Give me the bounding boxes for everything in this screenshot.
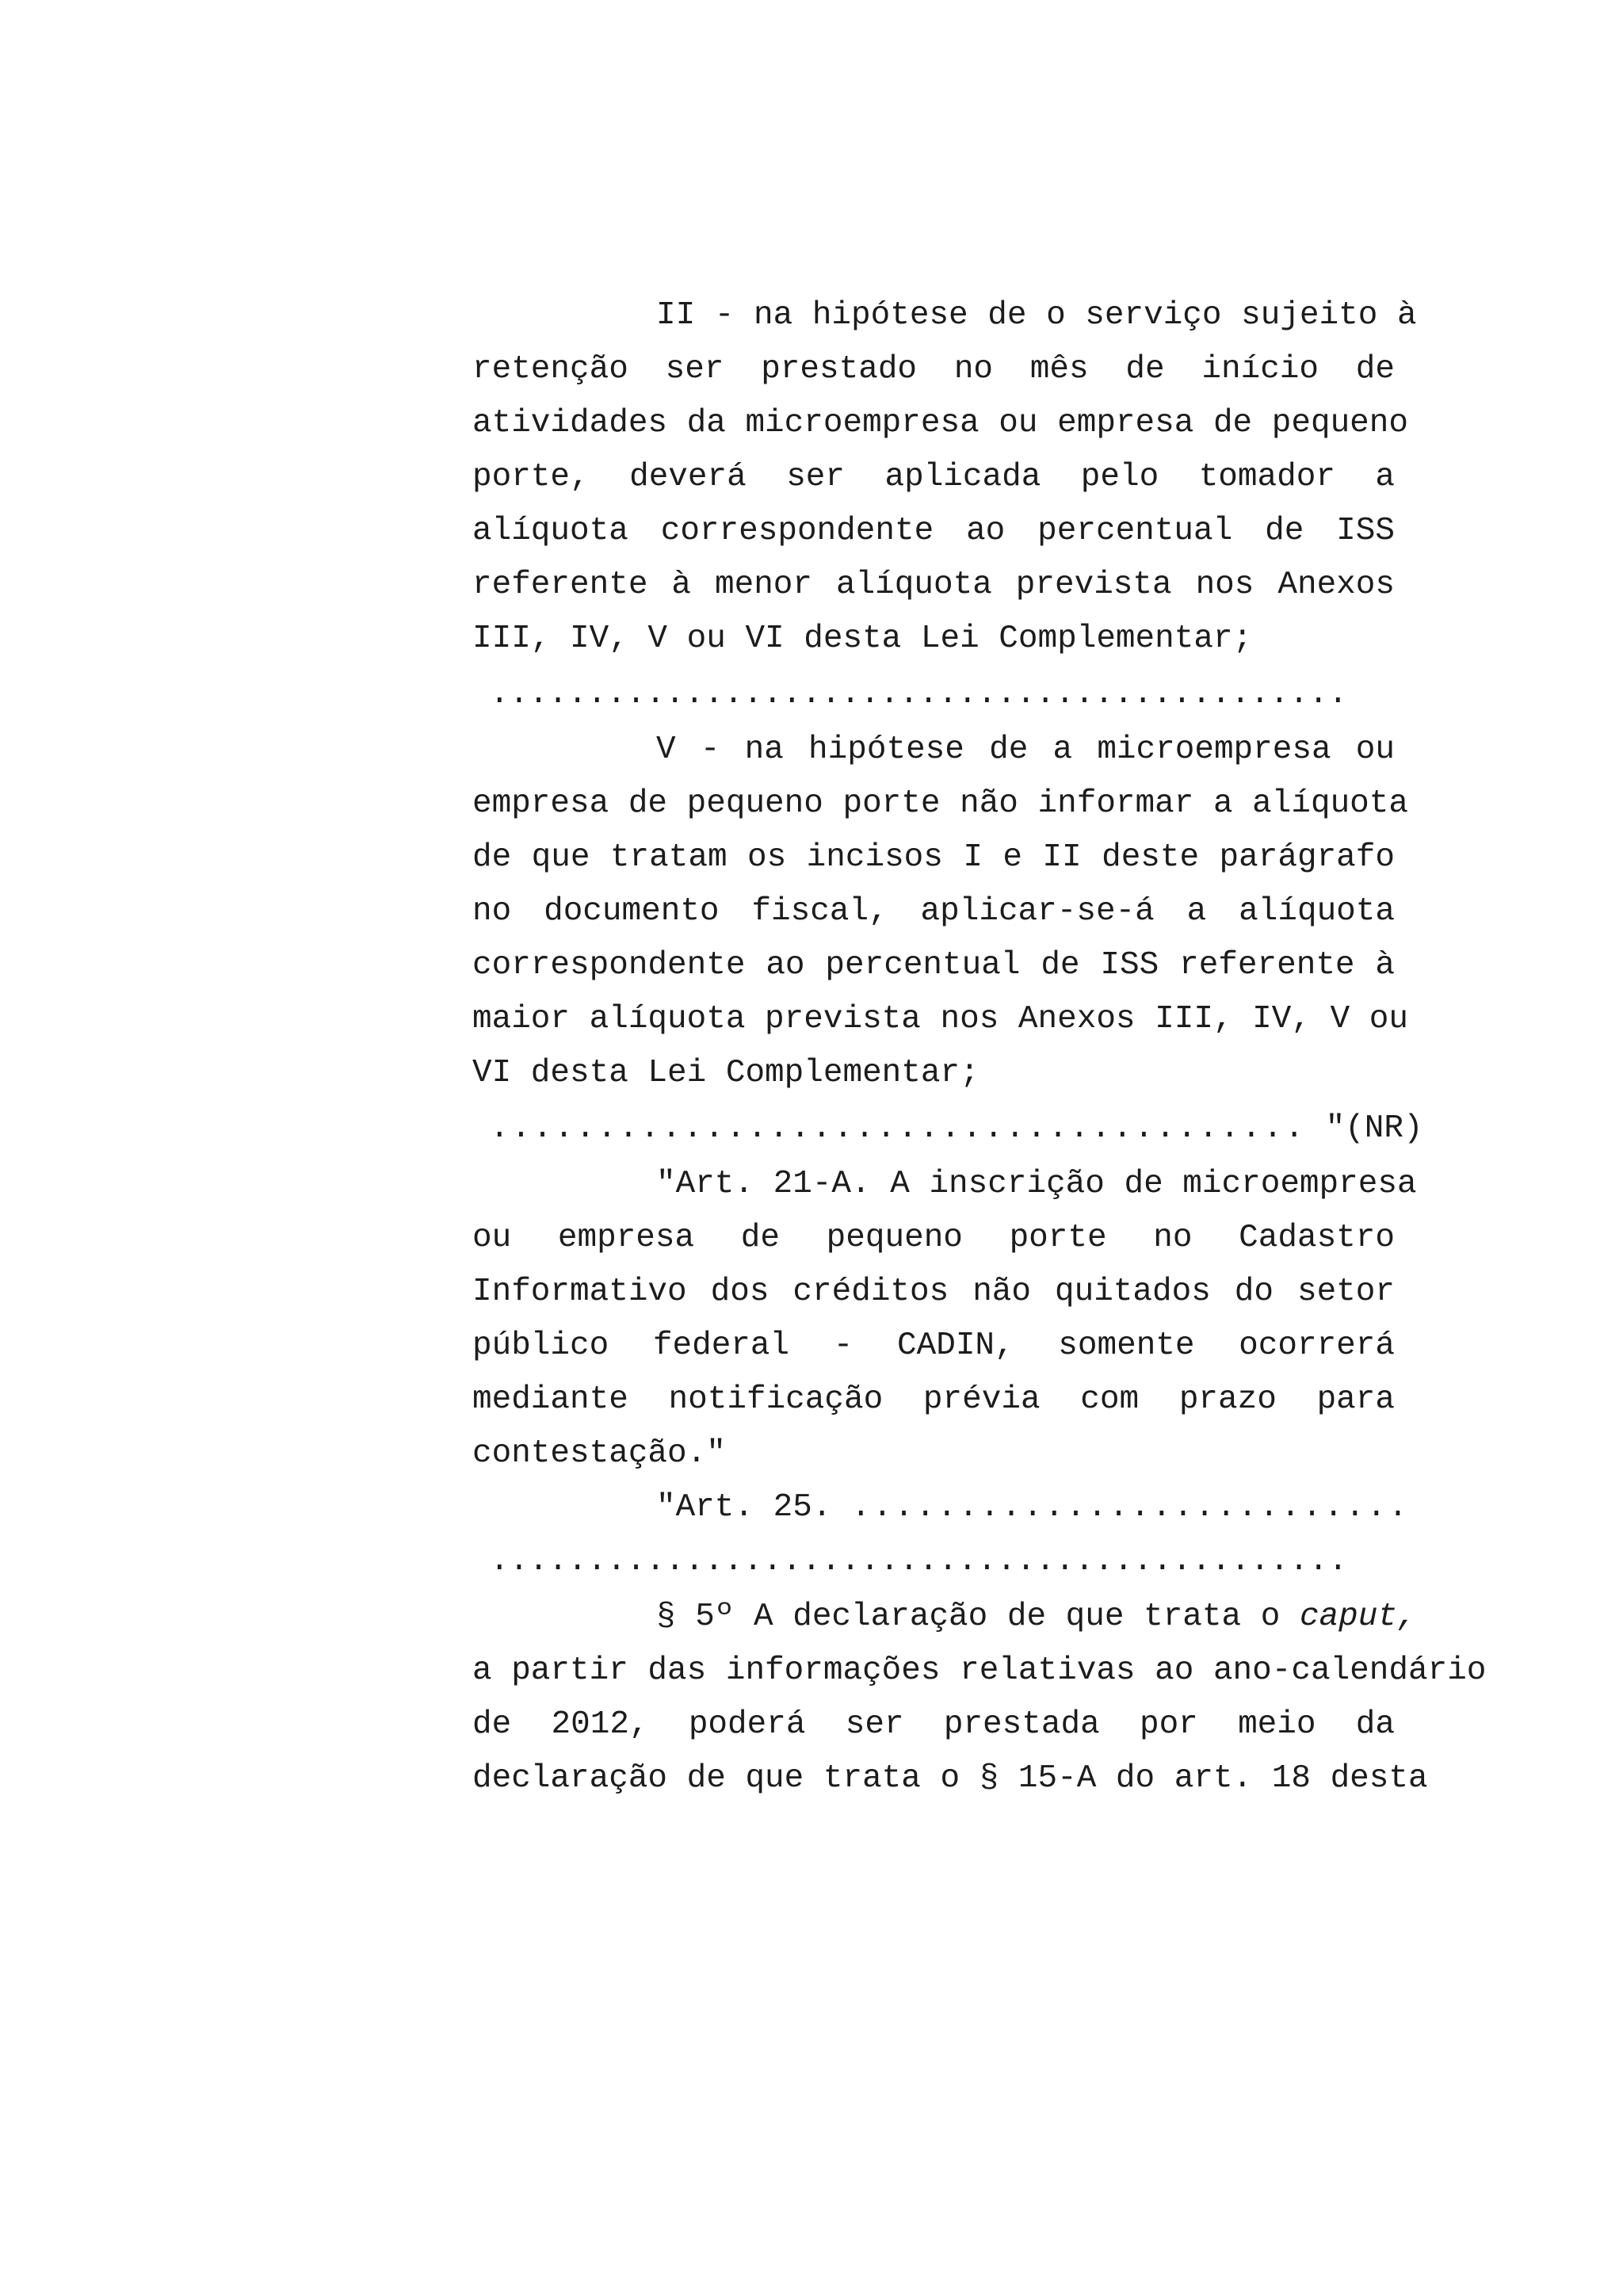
- para-5-line-1-text: § 5º A declaração de que trata o: [656, 1599, 1281, 1635]
- ellipsis-nr-dots: ......................................: [490, 1110, 1306, 1147]
- ellipsis-line-1: ............................................: [490, 676, 1348, 712]
- art-21a-line-5: mediante notificação prévia com prazo para: [472, 1381, 1395, 1418]
- para-ii-line-4: porte, deverá ser aplicada pelo tomador a: [472, 459, 1395, 495]
- ellipsis-nr-line: [490, 1102, 1423, 1156]
- para-5-line-1: [656, 1590, 1417, 1644]
- para-v-line-3: de que tratam os incisos I e II deste parágrafo: [472, 839, 1395, 876]
- art-21a-line-3: Informativo dos créditos não quitados do setor: [472, 1274, 1395, 1310]
- art-25-dots: ..........................: [851, 1489, 1410, 1526]
- caput-term: caput,: [1299, 1599, 1417, 1635]
- para-v-line-5: correspondente ao percentual de ISS referente à: [472, 947, 1395, 984]
- para-5-line-3: de 2012, poderá ser prestada por meio da: [472, 1706, 1395, 1743]
- art-21a-line-6: contestação.": [472, 1435, 726, 1472]
- para-ii-line-1: II - na hipótese de o serviço sujeito à: [656, 297, 1417, 334]
- para-v-line-4: no documento fiscal, aplicar-se-á a alíquota: [472, 893, 1395, 930]
- art-21a-line-4: público federal - CADIN, somente ocorrerá: [472, 1328, 1395, 1364]
- para-5-line-4: declaração de que trata o § 15-A do art. 18 desta: [472, 1760, 1428, 1797]
- para-v-line-7: VI desta Lei Complementar;: [472, 1055, 980, 1091]
- art-21a-line-1: "Art. 21-A. A inscrição de microempresa: [656, 1166, 1417, 1202]
- para-v-line-6: maior alíquota prevista nos Anexos III, IV, V ou: [472, 1001, 1408, 1037]
- para-ii-line-6: referente à menor alíquota prevista nos Anexos: [472, 567, 1395, 603]
- nr-marker: "(NR): [1325, 1110, 1423, 1147]
- para-5-line-2: a partir das informações relativas ao ano-calendário: [472, 1652, 1487, 1689]
- para-v-line-1: V - na hipótese de a microempresa ou: [656, 732, 1395, 768]
- art-25-line: [656, 1480, 1410, 1534]
- para-v-line-2: empresa de pequeno porte não informar a alíquota: [472, 785, 1408, 822]
- para-ii-line-3: atividades da microempresa ou empresa de pequeno: [472, 405, 1408, 441]
- para-ii-line-7: III, IV, V ou VI desta Lei Complementar;: [472, 621, 1253, 657]
- para-ii-line-2: retenção ser prestado no mês de início de: [472, 351, 1395, 388]
- art-25-label: "Art. 25.: [656, 1489, 832, 1526]
- para-ii-line-5: alíquota correspondente ao percentual de ISS: [472, 513, 1395, 549]
- art-21a-line-2: ou empresa de pequeno porte no Cadastro: [472, 1220, 1395, 1256]
- ellipsis-line-2: ............................................: [490, 1543, 1348, 1580]
